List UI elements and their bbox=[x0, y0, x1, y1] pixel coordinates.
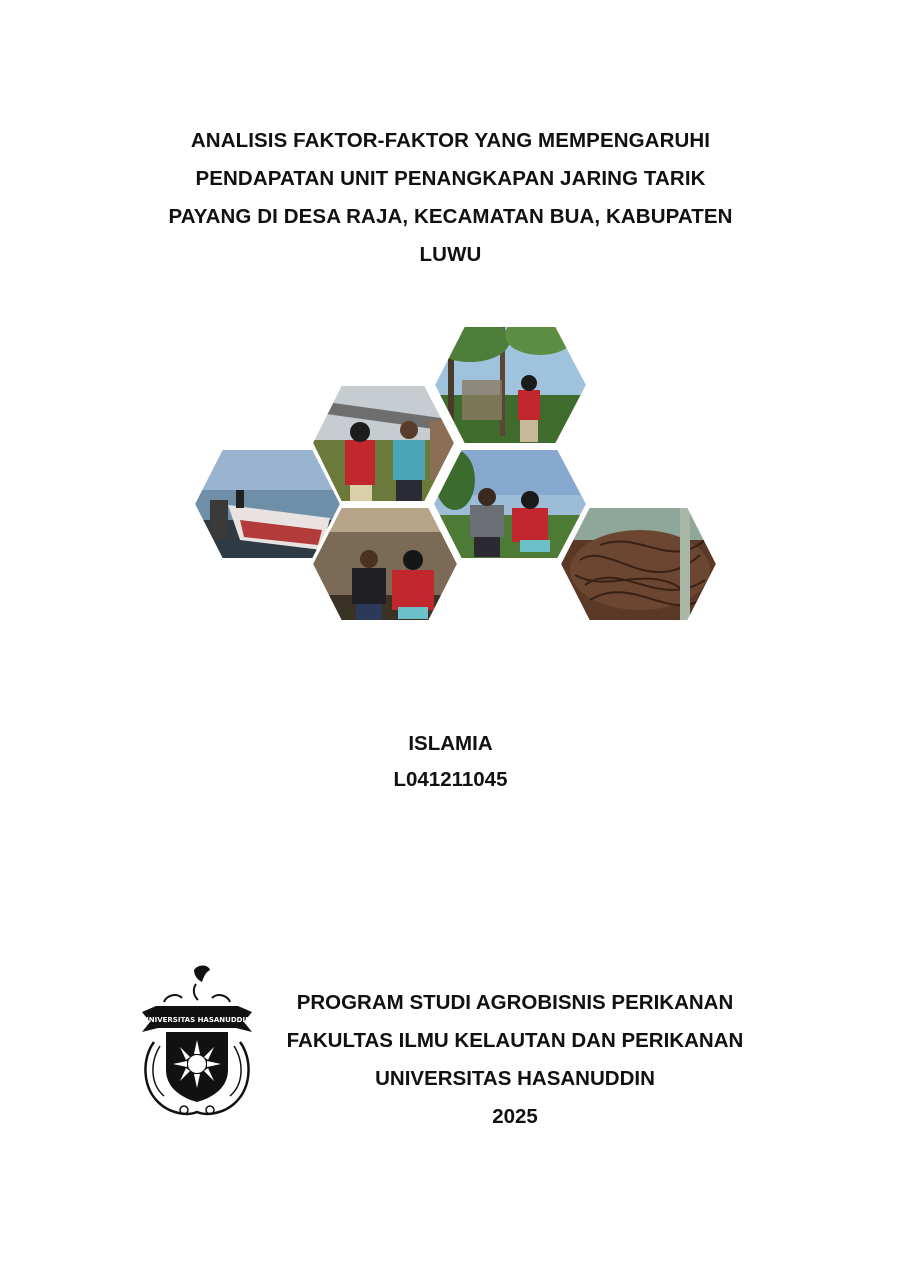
title-line-4: LUWU bbox=[419, 243, 482, 266]
author-name: ISLAMIA bbox=[408, 732, 493, 755]
title-line-1: ANALISIS FAKTOR-FAKTOR YANG MEMPENGARUHI bbox=[190, 129, 711, 152]
university-name: UNIVERSITAS HASANUDDIN bbox=[375, 1067, 655, 1090]
year: 2025 bbox=[492, 1105, 538, 1128]
faculty-name: FAKULTAS ILMU KELAUTAN DAN PERIKANAN bbox=[286, 1029, 744, 1052]
student-id: L041211045 bbox=[393, 768, 508, 791]
logo-banner-text: UNIVERSITAS HASANUDDIN bbox=[143, 1016, 251, 1024]
title-line-2: PENDAPATAN UNIT PENANGKAPAN JARING TARIK bbox=[195, 167, 706, 190]
study-program: PROGRAM STUDI AGROBISNIS PERIKANAN bbox=[296, 991, 734, 1014]
university-logo bbox=[136, 962, 258, 1120]
institution-block bbox=[268, 984, 762, 1136]
title-line-3: PAYANG DI DESA RAJA, KECAMATAN BUA, KABUPATEN bbox=[168, 205, 733, 228]
author-block bbox=[300, 726, 601, 798]
photo-fishing-net-drying bbox=[430, 315, 590, 450]
